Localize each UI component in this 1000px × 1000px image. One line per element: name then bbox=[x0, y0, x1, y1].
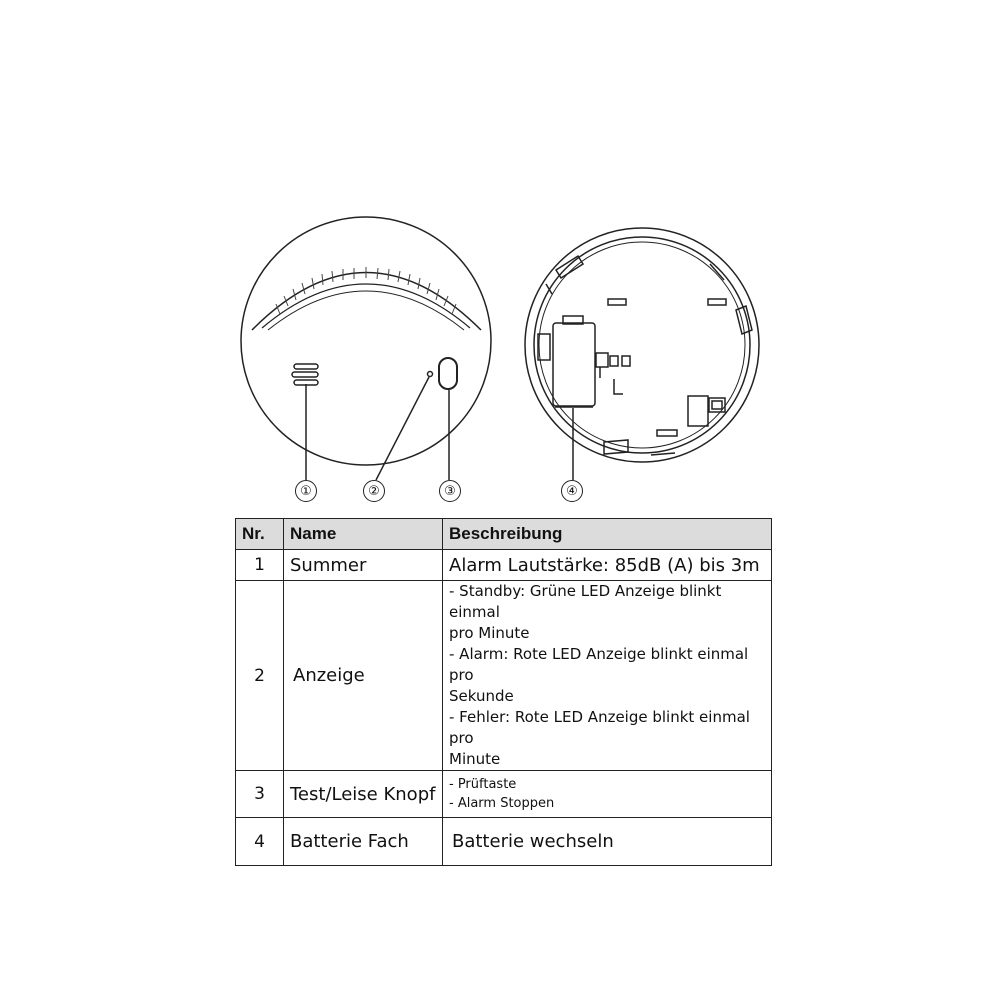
table-row bbox=[236, 771, 772, 818]
description-line: - Alarm Stoppen bbox=[449, 796, 555, 811]
callout-1: ① bbox=[295, 480, 317, 502]
row-number: 3 bbox=[236, 771, 284, 818]
callout-4: ④ bbox=[561, 480, 583, 502]
table-row bbox=[236, 550, 772, 581]
row-number: 2 bbox=[236, 581, 284, 771]
description-line: - Alarm: Rote LED Anzeige blinkt einmal pro bbox=[449, 645, 749, 684]
table-header-row bbox=[236, 519, 772, 550]
table-row bbox=[236, 818, 772, 866]
callout-3: ③ bbox=[439, 480, 461, 502]
description-line: pro Minute bbox=[449, 624, 530, 642]
detector-back-view bbox=[525, 228, 759, 480]
callout-2: ② bbox=[363, 480, 385, 502]
row-description: Alarm Lautstärke: 85dB (A) bis 3m bbox=[443, 550, 772, 581]
description-line: Minute bbox=[449, 750, 501, 768]
row-number: 4 bbox=[236, 818, 284, 866]
row-number: 1 bbox=[236, 550, 284, 581]
row-description bbox=[443, 771, 772, 818]
row-name: Anzeige bbox=[284, 581, 443, 771]
detector-front-view bbox=[241, 217, 491, 480]
row-name: Test/Leise Knopf bbox=[284, 771, 443, 818]
component-table bbox=[235, 518, 772, 866]
description-line: - Fehler: Rote LED Anzeige blinkt einmal pro bbox=[449, 708, 750, 747]
header-name: Name bbox=[284, 519, 443, 550]
table-row bbox=[236, 581, 772, 771]
description-line: - Prüftaste bbox=[449, 777, 517, 792]
description-line: - Standby: Grüne LED Anzeige blinkt einmal bbox=[449, 582, 722, 621]
row-name: Summer bbox=[284, 550, 443, 581]
header-description: Beschreibung bbox=[443, 519, 772, 550]
row-description: Batterie wechseln bbox=[443, 818, 772, 866]
description-line: Sekunde bbox=[449, 687, 514, 705]
row-name: Batterie Fach bbox=[284, 818, 443, 866]
row-description bbox=[443, 581, 772, 771]
header-nr: Nr. bbox=[236, 519, 284, 550]
